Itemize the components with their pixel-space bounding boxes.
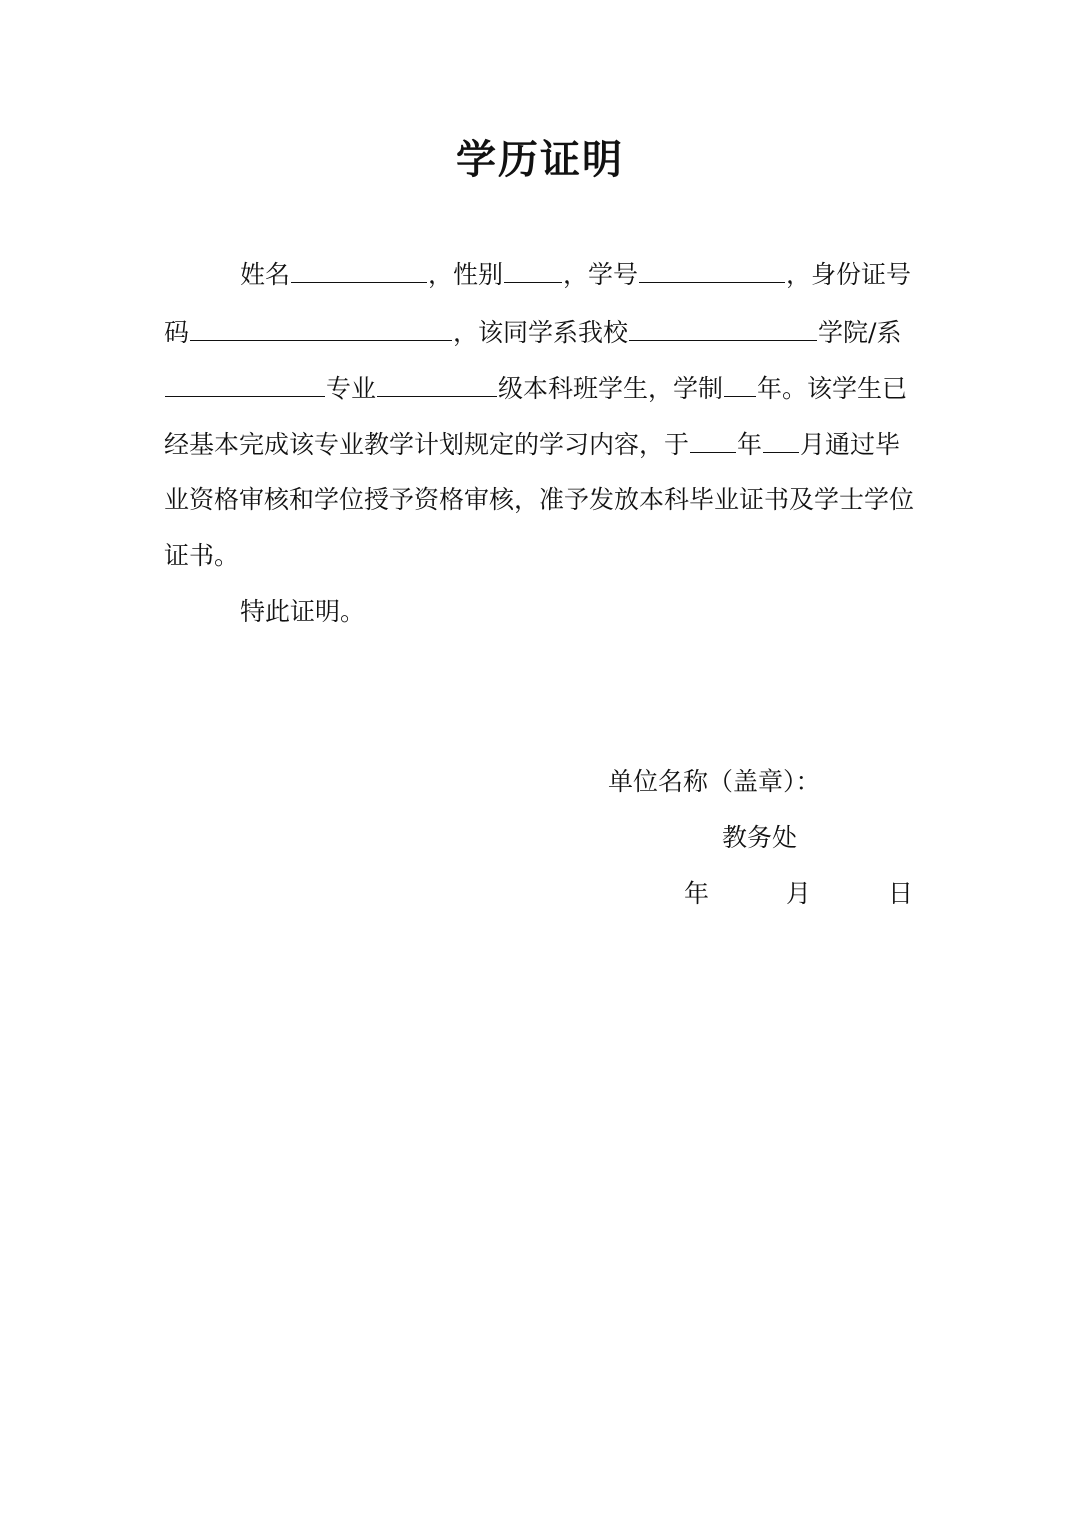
school-label: ，该同学系我校 xyxy=(453,318,629,347)
paragraph-line-1 xyxy=(240,252,911,292)
major-blank[interactable] xyxy=(165,366,325,397)
unit-seal-label: 单位名称（盖章）： xyxy=(608,767,821,796)
date-day-label: 日 xyxy=(888,879,914,908)
college-blank[interactable] xyxy=(629,310,817,341)
completion-text: 经基本完成该专业教学计划规定的学习内容，于 xyxy=(164,430,690,459)
id-card-label: ，身份证号 xyxy=(786,260,912,289)
pass-month-blank[interactable] xyxy=(763,422,799,453)
id-card-blank[interactable] xyxy=(190,310,452,341)
student-id-label: ，学号 xyxy=(563,260,639,289)
unit-name: 教务处 xyxy=(722,823,798,852)
major-label: 专业 xyxy=(326,374,377,403)
paragraph-line-2 xyxy=(164,310,901,350)
paragraph-line-6: 证书。 xyxy=(164,541,240,570)
grade-label: 级本科班学生，学制 xyxy=(498,374,724,403)
paragraph-line-5: 业资格审核和学位授予资格审核，准予发放本科毕业证书及学士学位 xyxy=(164,485,915,514)
pass-year-label: 年 xyxy=(737,430,763,459)
student-id-blank[interactable] xyxy=(639,252,785,283)
duration-blank[interactable] xyxy=(724,366,756,397)
college-label: 学院/系 xyxy=(818,318,902,347)
pass-month-label: 月通过毕 xyxy=(800,430,901,459)
pass-year-blank[interactable] xyxy=(690,422,736,453)
gender-blank[interactable] xyxy=(504,252,562,283)
paragraph-line-3 xyxy=(164,366,907,406)
grade-blank[interactable] xyxy=(377,366,497,397)
paragraph-line-4 xyxy=(164,422,900,462)
name-label: 姓名 xyxy=(240,260,291,289)
gender-label: ，性别 xyxy=(428,260,504,289)
date-month-label: 月 xyxy=(786,879,812,908)
duration-label: 年。该学生已 xyxy=(757,374,908,403)
name-blank[interactable] xyxy=(291,252,427,283)
date-year-label: 年 xyxy=(684,879,710,908)
closing-statement: 特此证明。 xyxy=(240,597,366,626)
document-title: 学历证明 xyxy=(456,136,624,183)
id-card-label-cont: 码 xyxy=(164,318,190,347)
